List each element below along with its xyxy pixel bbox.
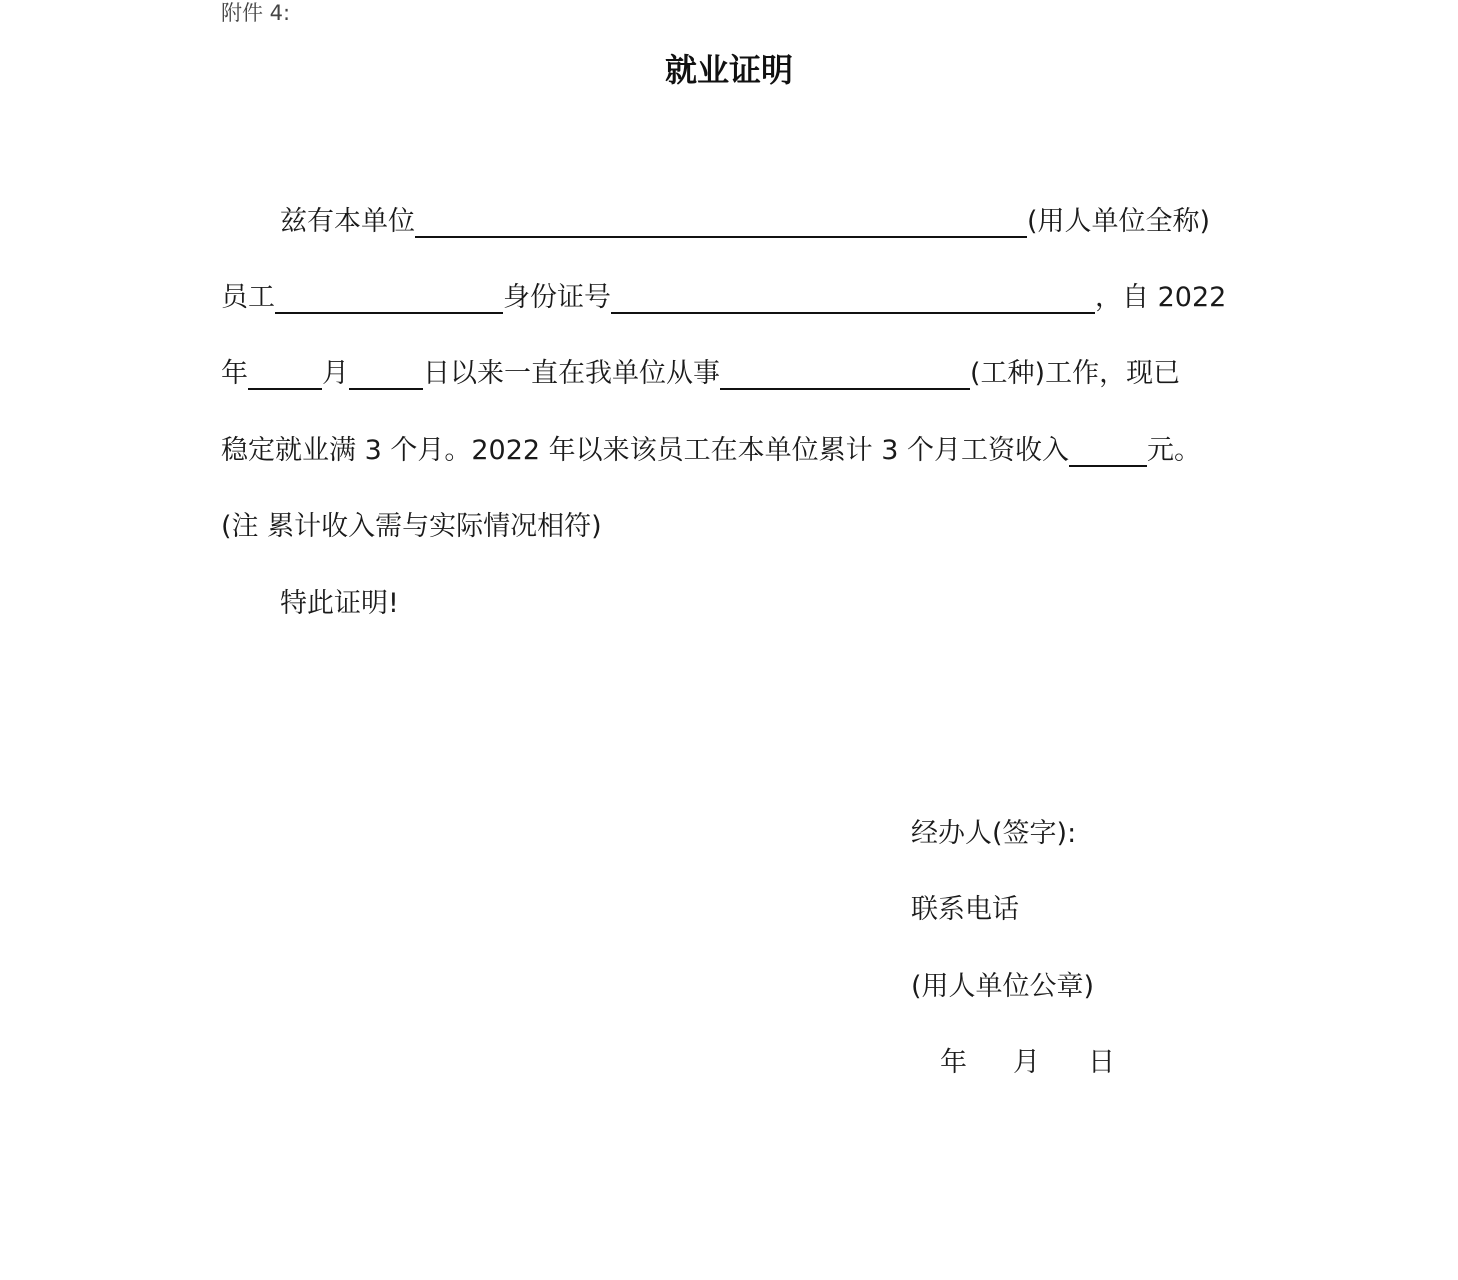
body-line-2 [221,280,1226,316]
company-name-blank[interactable] [415,206,1027,238]
handler-signature-label: 经办人(签字): [911,818,1077,849]
start-month-blank[interactable] [248,358,322,390]
line3-suffix: (工种)工作，现已 [970,358,1181,389]
line1-suffix: (用人单位全称) [1027,206,1211,237]
body-line-1 [280,204,1210,240]
note-text [221,509,602,545]
body-line-4 [221,433,1201,469]
line4-suffix: 元。 [1146,435,1201,466]
job-type-blank[interactable] [720,358,970,390]
contact-phone-label: 联系电话 [911,894,1019,925]
id-number-blank[interactable] [611,282,1095,314]
company-seal-label: (用人单位公章) [911,971,1095,1002]
line2-suffix: ，自 2022 [1095,282,1227,313]
date-day-label: 日 [1088,1047,1115,1078]
employee-name-blank[interactable] [275,282,503,314]
line1-prefix: 兹有本单位 [280,206,415,237]
day-text: 日以来一直在我单位从事 [423,358,720,389]
line4-text: 稳定就业满 3 个月。2022 年以来该员工在本单位累计 3 个月工资收入 [221,435,1069,466]
document-title: 就业证明 [664,51,793,89]
year-label: 年 [221,358,248,389]
closing-content: 特此证明! [280,588,399,619]
attachment-label: 附件 4: [221,1,291,25]
employee-label: 员工 [221,282,275,313]
start-day-blank[interactable] [349,358,423,390]
income-blank[interactable] [1069,435,1147,467]
date-month-label: 月 [1013,1047,1040,1078]
id-label: 身份证号 [503,282,611,313]
closing-text [280,586,399,622]
note-content: (注 累计收入需与实际情况相符) [221,511,602,542]
date-year-label: 年 [940,1047,967,1078]
body-line-3 [221,356,1180,392]
month-label: 月 [322,358,349,389]
signature-date [940,1045,1115,1081]
